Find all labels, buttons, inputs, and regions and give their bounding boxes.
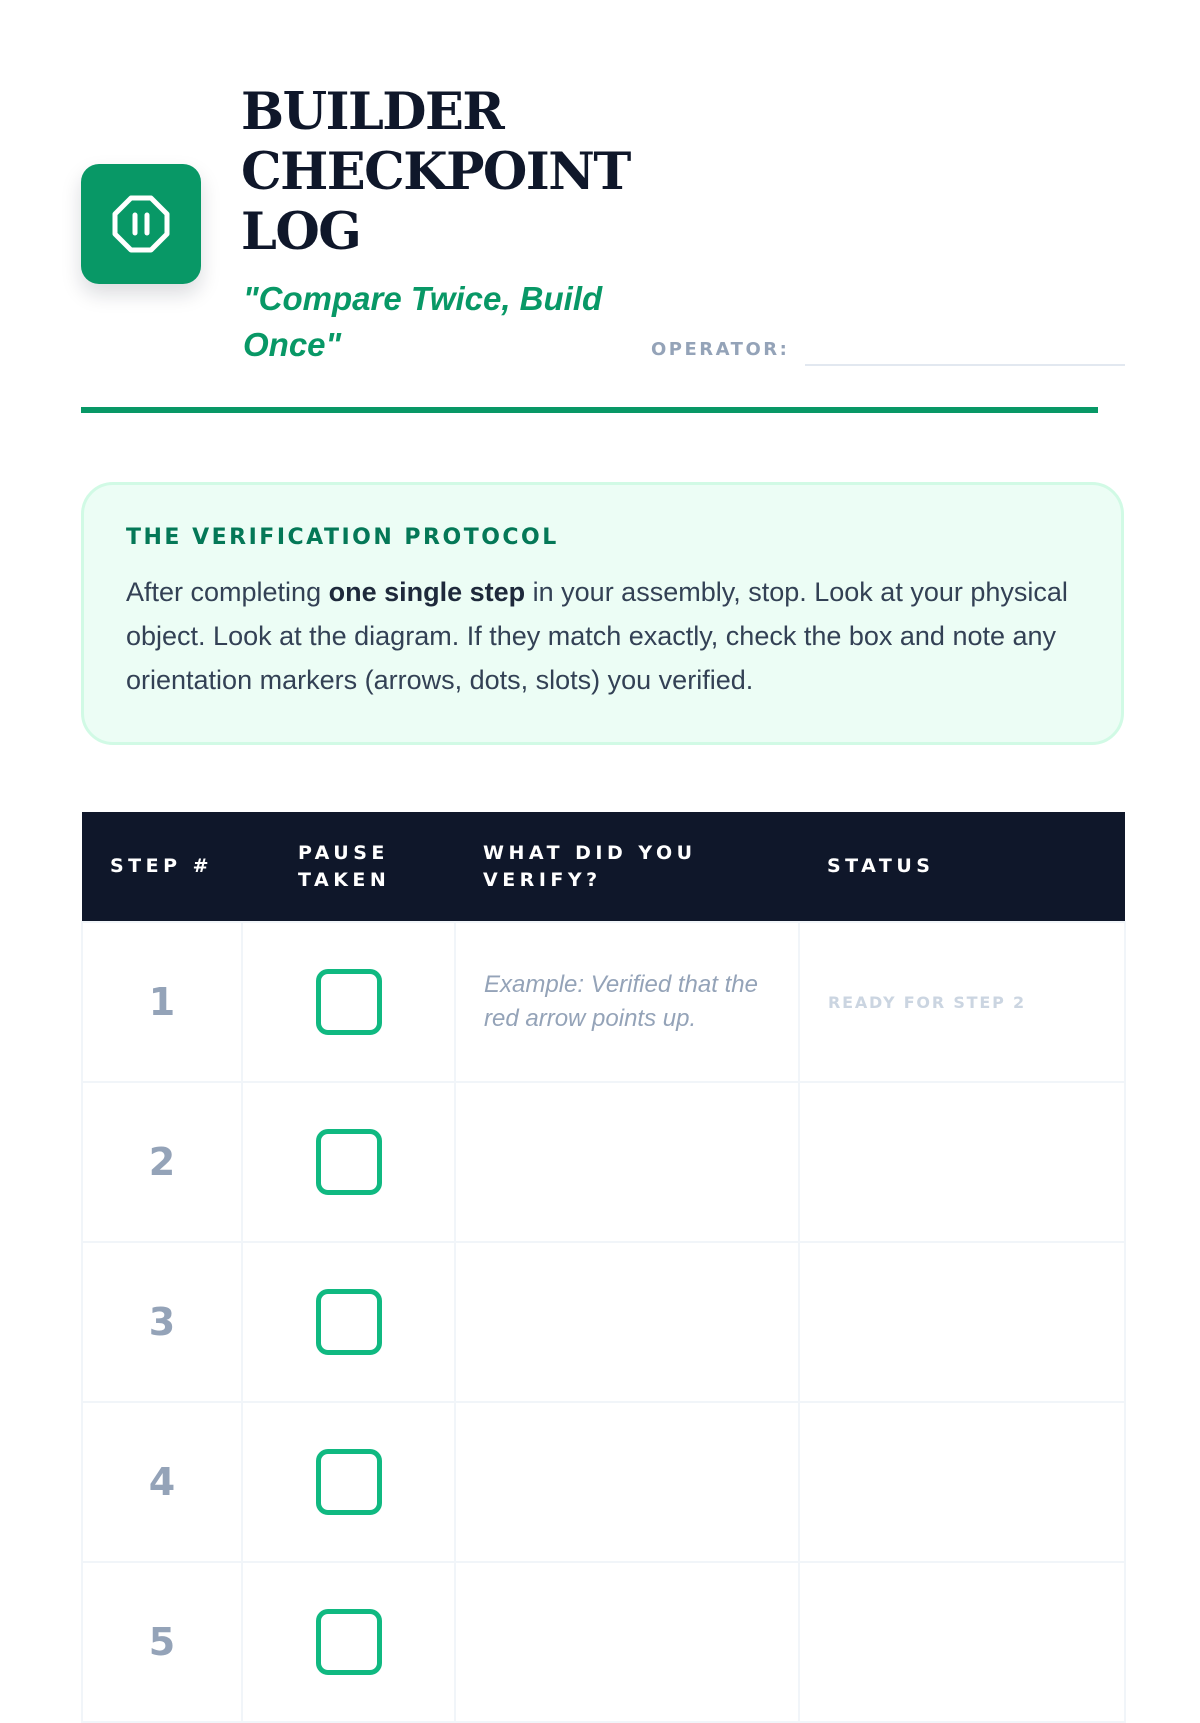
protocol-text-emphasis: one single step [328, 577, 526, 607]
column-header-pause-line-2: TAKEN [298, 868, 391, 891]
protocol-text-start: After completing [126, 577, 329, 607]
verify-note[interactable] [455, 1242, 799, 1402]
protocol-box [81, 482, 1124, 745]
step-number: 4 [82, 1402, 242, 1562]
title-line-2: CHECKPOINT [241, 142, 630, 202]
title-line-3: LOG [241, 202, 361, 262]
table-row [82, 922, 1125, 1082]
status-value [799, 1402, 1125, 1562]
table-row [82, 1402, 1125, 1562]
page-title [241, 82, 630, 262]
pause-cell [242, 1242, 455, 1402]
verify-note[interactable] [455, 1562, 799, 1722]
pause-cell [242, 922, 455, 1082]
column-header-verify [455, 812, 799, 922]
header [81, 0, 1098, 413]
pause-checkbox[interactable] [316, 1289, 382, 1355]
title-line-1: BUILDER [241, 82, 504, 142]
table-row [82, 1562, 1125, 1722]
pause-cell [242, 1562, 455, 1722]
column-header-status: STATUS [799, 812, 1125, 922]
protocol-title: THE VERIFICATION PROTOCOL [126, 525, 559, 550]
status-value [799, 1242, 1125, 1402]
step-number: 1 [82, 922, 242, 1082]
step-number: 2 [82, 1082, 242, 1242]
checkpoint-table [81, 812, 1126, 1723]
table-row [82, 1242, 1125, 1402]
pause-checkbox[interactable] [316, 1449, 382, 1515]
status-value [799, 1562, 1125, 1722]
column-header-pause [242, 812, 455, 922]
pause-checkbox[interactable] [316, 1609, 382, 1675]
header-divider [81, 407, 1098, 413]
table-row [82, 1082, 1125, 1242]
step-number: 3 [82, 1242, 242, 1402]
pause-cell [242, 1402, 455, 1562]
logo-badge [81, 164, 201, 284]
column-header-verify-line-1: WHAT DID YOU [483, 841, 697, 864]
table-header-row [82, 812, 1125, 922]
protocol-text [126, 570, 1079, 702]
verify-note[interactable] [455, 1082, 799, 1242]
pause-checkbox[interactable] [316, 1129, 382, 1195]
operator-field [651, 330, 1125, 366]
status-value: READY FOR STEP 2 [799, 922, 1125, 1082]
column-header-step: STEP # [82, 812, 242, 922]
step-number: 5 [82, 1562, 242, 1722]
pause-cell [242, 1082, 455, 1242]
column-header-verify-line-2: VERIFY? [483, 868, 602, 891]
protocol-text-end: in your assembly, stop. Look at your physical object. Look at the diagram. If they match exactly, check the box and note any orientation markers (arrows, dots, slots) you verified. [126, 577, 1068, 695]
status-value [799, 1082, 1125, 1242]
pause-octagon-icon [109, 192, 173, 256]
pause-checkbox[interactable] [316, 969, 382, 1035]
column-header-pause-line-1: PAUSE [298, 841, 389, 864]
subtitle-motto: "Compare Twice, Build Once" [243, 280, 603, 363]
operator-input[interactable] [805, 330, 1125, 366]
verify-note[interactable] [455, 1402, 799, 1562]
verify-note[interactable]: Example: Verified that the red arrow points up. [455, 922, 799, 1082]
operator-label: OPERATOR: [651, 339, 790, 360]
